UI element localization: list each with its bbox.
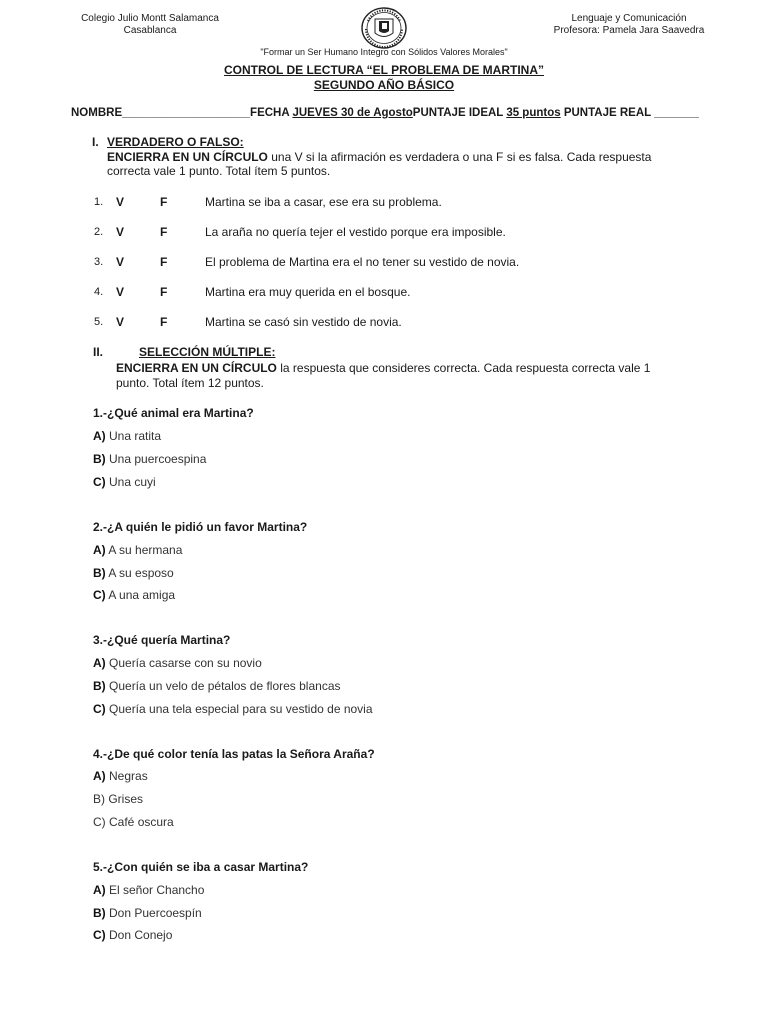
section1-instructions: [107, 150, 651, 164]
section1-title: VERDADERO O FALSO:: [107, 135, 244, 149]
tf-item-number: 2.: [94, 226, 104, 238]
question-text: 1.-¿Qué animal era Martina?: [93, 406, 254, 420]
puntaje-ideal-label: PUNTAJE IDEAL: [412, 107, 504, 119]
section2-instructions: [116, 361, 650, 375]
school-seal-icon: [361, 7, 407, 49]
section2-title: SELECCIÓN MÚLTIPLE:: [139, 345, 276, 359]
fecha-value: JUEVES 30 de Agosto: [292, 107, 413, 119]
tf-option-f[interactable]: F: [160, 255, 168, 269]
tf-option-f[interactable]: F: [160, 225, 168, 239]
puntaje-ideal-value: 35 puntos: [506, 107, 561, 119]
answer-option[interactable]: C) A una amiga: [93, 588, 176, 602]
tf-option-f[interactable]: F: [160, 195, 168, 209]
section2-numeral: II.: [93, 345, 104, 359]
answer-option[interactable]: A) Quería casarse con su novio: [93, 656, 262, 670]
tf-statement: Martina era muy querida en el bosque.: [205, 285, 411, 299]
section1-instructions-line2: correcta vale 1 punto. Total ítem 5 puntos.: [107, 164, 331, 178]
section2-instr-bold: ENCIERRA EN UN CÍRCULO: [116, 361, 277, 375]
answer-option[interactable]: C) Café oscura: [93, 815, 174, 829]
answer-option[interactable]: C) Una cuyi: [93, 475, 156, 489]
school-city: Casablanca: [123, 25, 177, 36]
document-title: CONTROL DE LECTURA “EL PROBLEMA DE MARTINA”: [224, 63, 544, 77]
section1-instr-bold: ENCIERRA EN UN CÍRCULO: [107, 150, 268, 164]
fecha-label: FECHA: [250, 107, 290, 119]
nombre-blank[interactable]: ____________________: [122, 107, 251, 119]
tf-option-v[interactable]: V: [116, 195, 125, 209]
section2-instructions-line2: punto. Total ítem 12 puntos.: [116, 376, 264, 390]
question-text: 4.-¿De qué color tenía las patas la Señora Araña?: [93, 747, 375, 761]
school-name: Colegio Julio Montt Salamanca: [81, 13, 219, 24]
tf-statement: Martina se casó sin vestido de novia.: [205, 315, 402, 329]
answer-option[interactable]: B) Don Puercoespín: [93, 906, 202, 920]
subject-name: Lenguaje y Comunicación: [571, 13, 687, 24]
section2-instr-rest: la respuesta que consideres correcta. Cada respuesta correcta vale 1: [276, 361, 651, 375]
answer-option[interactable]: A) Una ratita: [93, 429, 162, 443]
answer-option[interactable]: B) Una puercoespina: [93, 452, 207, 466]
tf-statement: Martina se iba a casar, ese era su problema.: [205, 195, 442, 209]
tf-option-f[interactable]: F: [160, 315, 168, 329]
tf-item-number: 3.: [94, 256, 104, 268]
question-text: 3.-¿Qué quería Martina?: [93, 633, 231, 647]
section1-numeral: I.: [92, 135, 99, 149]
teacher-name: Profesora: Pamela Jara Saavedra: [553, 25, 705, 36]
question-text: 5.-¿Con quién se iba a casar Martina?: [93, 860, 309, 874]
tf-statement: El problema de Martina era el no tener su vestido de novia.: [205, 255, 520, 269]
answer-option[interactable]: C) Quería una tela especial para su vestido de novia: [93, 702, 373, 716]
answer-option[interactable]: B) Quería un velo de pétalos de flores blancas: [93, 679, 341, 693]
nombre-label: NOMBRE: [71, 107, 123, 119]
answer-option[interactable]: B) A su esposo: [93, 566, 174, 580]
puntaje-real-blank[interactable]: _______: [654, 107, 699, 119]
question-text: 2.-¿A quién le pidió un favor Martina?: [93, 520, 308, 534]
tf-option-v[interactable]: V: [116, 225, 125, 239]
tf-option-v[interactable]: V: [116, 285, 125, 299]
tf-item-number: 1.: [94, 196, 104, 208]
answer-option[interactable]: A) El señor Chancho: [93, 883, 205, 897]
answer-option[interactable]: C) Don Conejo: [93, 928, 173, 942]
tf-item-number: 5.: [94, 316, 104, 328]
tf-option-v[interactable]: V: [116, 255, 125, 269]
tf-item-number: 4.: [94, 286, 104, 298]
student-info-line: [71, 107, 699, 119]
puntaje-real-label: PUNTAJE REAL: [563, 107, 651, 119]
tf-option-v[interactable]: V: [116, 315, 125, 329]
answer-option[interactable]: B) Grises: [93, 792, 144, 806]
document-subtitle: SEGUNDO AÑO BÁSICO: [313, 78, 455, 92]
school-motto: "Formar un Ser Humano Integro con Sólidos Valores Morales": [260, 47, 508, 57]
tf-option-f[interactable]: F: [160, 285, 168, 299]
tf-statement: La araña no quería tejer el vestido porque era imposible.: [205, 225, 506, 239]
answer-option[interactable]: A) Negras: [93, 769, 148, 783]
answer-option[interactable]: A) A su hermana: [93, 543, 183, 557]
section1-instr-rest: una V si la afirmación es verdadera o una F si es falsa. Cada respuesta: [267, 150, 652, 164]
